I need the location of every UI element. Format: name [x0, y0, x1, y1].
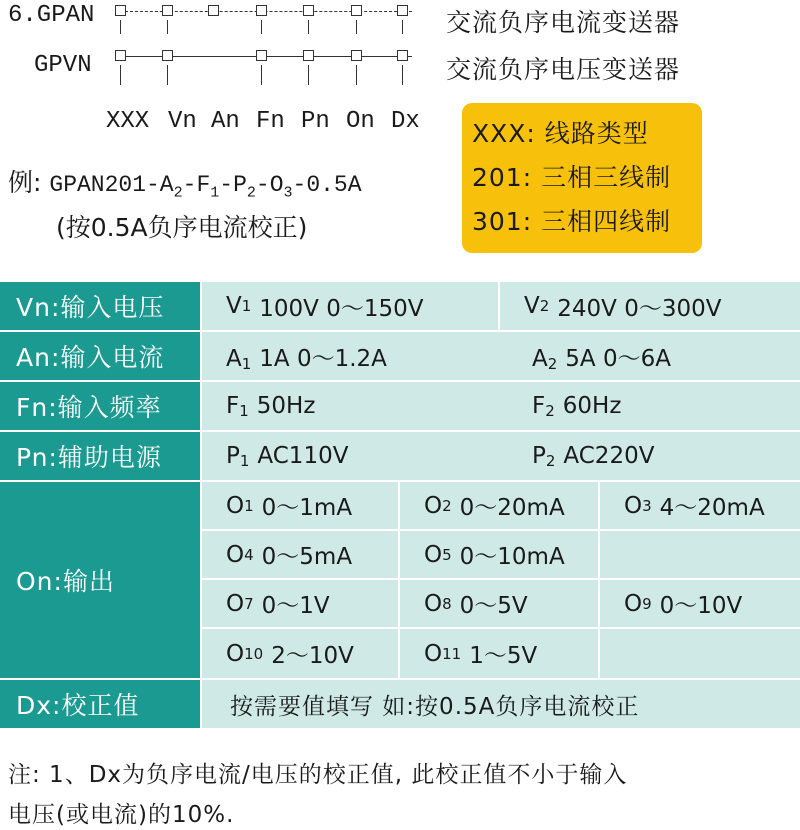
code-field: Dx [391, 108, 420, 135]
code-field: On [346, 108, 375, 135]
cell-empty [600, 629, 800, 678]
cell-empty [600, 531, 800, 578]
example-line [8, 163, 362, 202]
cell-o7: O 7 0～1V [202, 580, 398, 627]
row-pn-values [202, 432, 800, 480]
model-code-gpan: 6.GPAN [8, 2, 95, 29]
row-label-vn: Vn:输入电压 [0, 282, 200, 330]
legend-row: 301: 三相四线制 [472, 207, 672, 236]
model-code-gpvn: GPVN [34, 52, 92, 79]
cell-a1: $A_1$ 1A 0～1.2A [226, 345, 387, 373]
row-label-on: On:输出 [0, 482, 200, 678]
code-field: Pn [301, 108, 330, 135]
cell-o11: O 11 1～5V [400, 629, 598, 678]
cell-f1: $F_1$ 50Hz [226, 392, 316, 420]
cell-o1: O 1 0～1mA [202, 482, 398, 529]
cell-p2: $P_2$ AC220V [532, 442, 655, 470]
cell-o8: O 8 0～5V [400, 580, 598, 627]
footnote-line-2: 电压(或电流)的10%. [8, 802, 235, 828]
cell-a2: $A_2$ 5A 0～6A [532, 345, 671, 373]
parameter-table [0, 282, 800, 728]
legend-row: XXX: 线路类型 [472, 119, 649, 148]
example-code: $GPAN201-A_2-F_1-P_2-O_3-0.5A$ [49, 172, 362, 202]
code-field: Vn [168, 108, 197, 135]
cell-o4: O 4 0～5mA [202, 531, 398, 578]
row-an-values [202, 332, 800, 380]
row-label-dx: Dx:校正值 [0, 680, 200, 728]
model-desc-gpan: 交流负序电流变送器 [446, 8, 681, 37]
cell-o2: O 2 0～20mA [400, 482, 598, 529]
cell-p1: $P_1$ AC110V [226, 442, 349, 470]
code-field: XXX [106, 108, 150, 135]
model-desc-gpvn: 交流负序电压变送器 [446, 55, 681, 84]
cell-v2: V 2 240V 0～300V [500, 282, 800, 330]
example-prefix: 例: [8, 168, 42, 197]
row-label-fn: Fn:输入频率 [0, 382, 200, 430]
legend-row: 201: 三相三线制 [472, 163, 672, 192]
cell-o9: O 9 0～10V [600, 580, 800, 627]
cell-o3: O 3 4～20mA [600, 482, 800, 529]
cell-v1: V 1 100V 0～150V [202, 282, 498, 330]
row-label-an: An:输入电流 [0, 332, 200, 380]
cell-o5: O 5 0～10mA [400, 531, 598, 578]
code-schema-diagram [115, 0, 425, 90]
cell-f2: $F_2$ 60Hz [532, 392, 622, 420]
code-field: Fn [256, 108, 285, 135]
cell-dx: 按需要值填写 如:按0.5A负序电流校正 [202, 680, 800, 728]
row-label-pn: Pn:辅助电源 [0, 432, 200, 480]
example-note: (按0.5A负序电流校正) [56, 213, 308, 242]
row-fn-values [202, 382, 800, 430]
cell-o10: O 10 2～10V [202, 629, 398, 678]
code-field: An [211, 108, 240, 135]
code-legend [462, 103, 702, 253]
footnote-line-1: 注: 1、Dx为负序电流/电压的校正值, 此校正值不小于输入 [8, 762, 628, 788]
